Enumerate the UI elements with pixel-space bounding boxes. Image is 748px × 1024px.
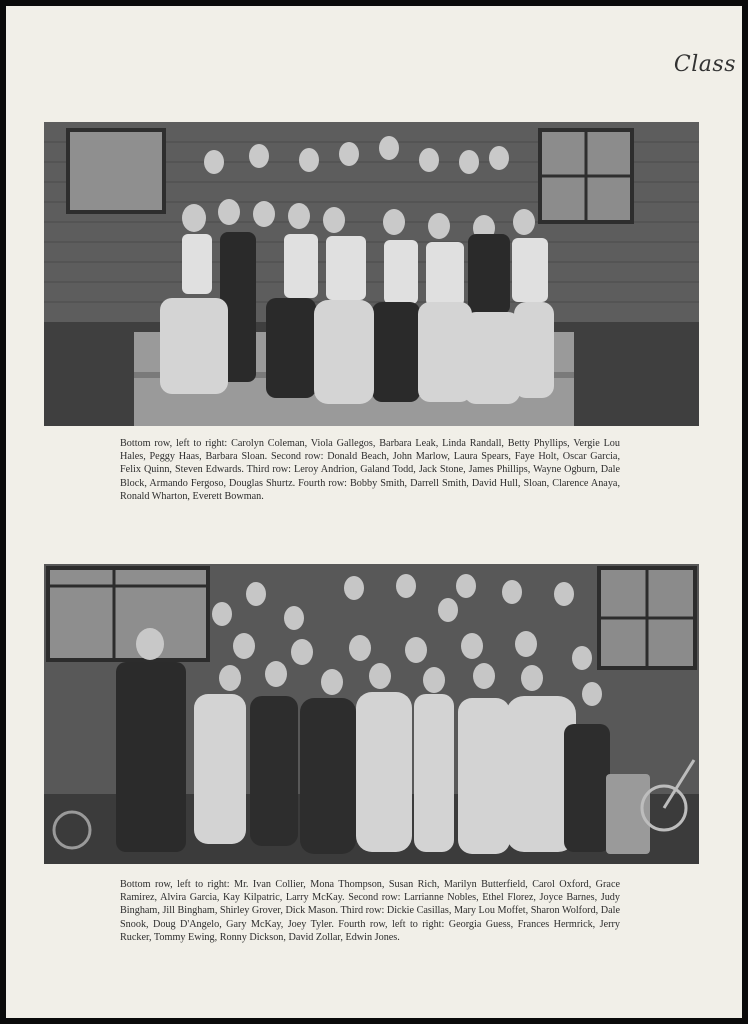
group-photo-top [44, 122, 699, 426]
photo-bottom-illustration [44, 564, 699, 864]
photo-top-caption: Bottom row, left to right: Carolyn Coleman, Viola Gallegos, Barbara Leak, Linda Randall, Betty Phyllips, Vergie Lou Hales, Peggy Haas, Barbara Sloan. Second row: Donald Beach, John Marlow, Laura Spears, Faye Holt, Oscar Garcia, Felix Quinn, Steven Edwards. Third row: Leroy Andrion, Galand Todd, Jack Stone, James Phillips, Wayne Ogburn, Dale Block, Armando Fergoso, Douglas Shurtz. Fourth row: Bobby Smith, Darrell Smith, David Hull, Sloan, Clarence Anaya, Ronald Wharton, Everett Bowman. [120, 438, 620, 502]
group-photo-bottom [44, 564, 699, 864]
photo-bottom-caption: Bottom row, left to right: Mr. Ivan Collier, Mona Thompson, Susan Rich, Marilyn Butterfield, Carol Oxford, Grace Ramirez, Alvira Garcia, Kay Kilpatric, Larry McKay. Second row: Larrianne Nobles, Ethel Florez, Joyce Barnes, Judy Bingham, Jill Bingham, Shirley Grover, Dick Mason. Third row: Dickie Casillas, Mary Lou Moffet, Sharon Wolford, Dale Snook, Doug D'Angelo, Gary McKay, Joey Tyler. Fourth row, left to right: Georgia Guess, Frances Hermrick, Jerry Rucker, Tommy Ewing, Ronny Dickson, David Zollar, Edwin Jones. [120, 879, 620, 943]
photo-top-illustration [44, 122, 699, 426]
yearbook-page [6, 6, 742, 1018]
section-title: Class [673, 52, 736, 77]
